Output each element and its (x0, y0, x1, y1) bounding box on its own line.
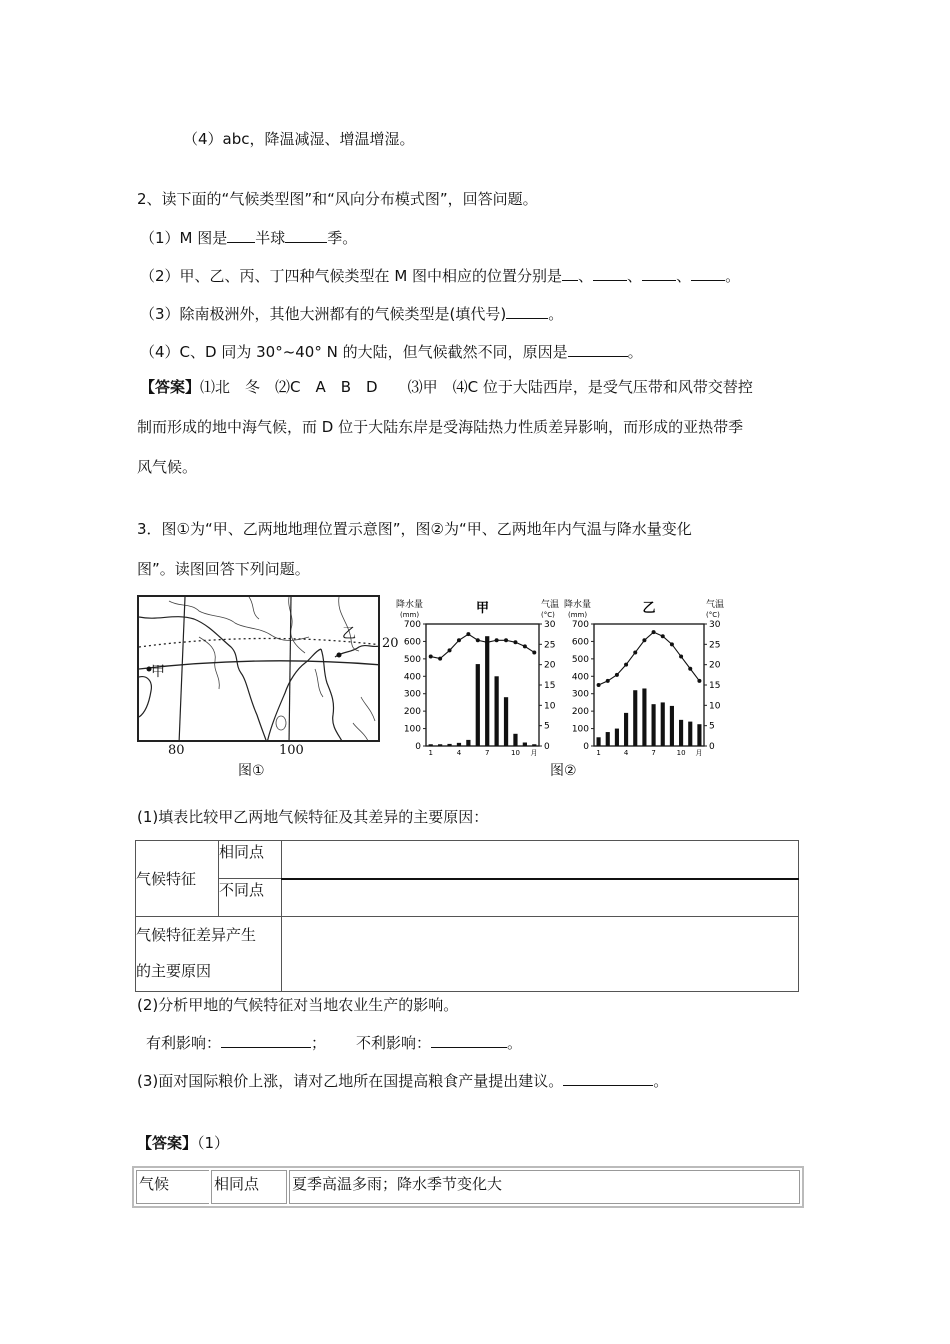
favorable-blank (221, 1033, 311, 1048)
x-tick-label: 7 (651, 749, 656, 756)
y-left-tick-label: 100 (571, 724, 589, 735)
temperature-point (642, 638, 646, 642)
precip-bar (466, 740, 470, 746)
temperature-point (679, 655, 683, 659)
location-marker-yi (337, 653, 342, 658)
precip-bar (476, 664, 480, 746)
y-right-unit: (°C) (706, 611, 720, 619)
y-right-tick-label: 20 (709, 660, 721, 671)
precip-bar (504, 697, 508, 746)
period: 。 (627, 343, 643, 361)
q2-sub3 (140, 303, 563, 324)
precip-bar (606, 732, 610, 746)
precip-bar (688, 722, 692, 746)
separator: 、 (676, 267, 692, 285)
precip-bar (523, 743, 527, 746)
answer-label: 【答案】 (140, 378, 201, 396)
answer-blank (506, 304, 548, 319)
answer-blank (285, 228, 327, 243)
location-map (137, 595, 380, 742)
y-right-tick-label: 15 (709, 681, 721, 691)
y-left-unit: (mm) (568, 611, 588, 619)
temperature-point (476, 638, 480, 642)
temperature-point (466, 632, 470, 636)
temperature-point (697, 679, 701, 683)
reason-answer-cell[interactable] (282, 917, 799, 992)
diff-label-cell (219, 879, 282, 917)
y-right-tick-label: 25 (709, 640, 721, 651)
q2-answer-line2: 制而形成的地中海气候，而 D 位于大陆东岸是受海陆热力性质差异影响，而形成的亚热带季 (137, 418, 744, 436)
temperature-point (615, 673, 619, 677)
q3-stem-line2: 图”。读图回答下列问题。 (137, 560, 310, 578)
q3-sub2-blanks (146, 1032, 522, 1053)
precip-bar (495, 676, 499, 746)
answer-text: ⑴北 冬 ⑵C A B D ⑶甲 ⑷C 位于大陆西岸，是受气压带和风带交替控 (200, 378, 753, 396)
precip-bar (652, 704, 656, 746)
y-right-label: 气温 (541, 600, 560, 610)
longitude-label-100: 100 (279, 743, 304, 758)
longitude-label-80: 80 (168, 743, 185, 758)
q3-answer-heading (137, 1132, 229, 1153)
y-right-tick-label: 30 (544, 620, 556, 630)
x-tick-label: 4 (456, 749, 462, 756)
unfavorable-label: 不利影响： (356, 1034, 432, 1052)
y-left-tick-label: 600 (403, 637, 421, 648)
border-line (249, 597, 259, 619)
precip-bar (457, 743, 461, 746)
answer-part-number: （1） (197, 1134, 230, 1152)
temperature-point (448, 648, 452, 652)
answer-same-label: 相同点 (214, 1175, 260, 1193)
precip-bar (642, 688, 646, 746)
coastline (139, 677, 151, 717)
chart-title: 甲 (475, 601, 490, 616)
precip-bar (532, 744, 536, 746)
answer-table (132, 1166, 804, 1208)
latitude-line (139, 661, 380, 669)
precip-bar (624, 713, 628, 746)
temperature-point (457, 638, 461, 642)
x-tick-label: 1 (428, 749, 433, 756)
y-left-tick-label: 600 (571, 637, 589, 648)
y-left-tick-label: 700 (571, 620, 589, 630)
plot-frame (426, 624, 539, 746)
y-right-tick-label: 10 (709, 701, 721, 712)
y-left-tick-label: 0 (415, 742, 421, 752)
map-label-jia: 甲 (151, 664, 165, 680)
answer-blank (227, 228, 255, 243)
temperature-point (624, 663, 628, 667)
y-left-tick-label: 300 (571, 689, 589, 700)
separator: 、 (578, 267, 594, 285)
precip-bar (447, 744, 451, 746)
comparison-table (135, 840, 799, 992)
map-drawing (139, 597, 380, 742)
temperature-point (438, 657, 442, 661)
y-left-label: 降水量 (564, 600, 592, 610)
climate-feature-cell (136, 841, 219, 917)
unfavorable-blank (431, 1033, 507, 1048)
map-label-yi: 乙 (342, 626, 356, 642)
semicolon: ； (311, 1034, 327, 1052)
suggestion-blank (563, 1071, 653, 1086)
reason-label-line2: 的主要原因 (136, 962, 212, 980)
answer-same-content: 夏季高温多雨；降水季节变化大 (292, 1175, 503, 1193)
temperature-line (599, 632, 700, 685)
q3-sub2: (2)分析甲地的气候特征对当地农业生产的影响。 (137, 996, 459, 1014)
x-tick-label: 月 (695, 749, 703, 756)
favorable-label: 有利影响： (146, 1034, 222, 1052)
y-right-tick-label: 15 (544, 681, 556, 691)
answer-cell-same (211, 1170, 287, 1204)
precip-bar (597, 737, 601, 746)
answer-blank (593, 266, 627, 281)
meridian-100 (289, 597, 291, 742)
border-line (315, 669, 323, 697)
x-tick-label: 1 (596, 749, 601, 756)
diff-label: 不同点 (219, 881, 265, 899)
separator: 、 (627, 267, 643, 285)
same-answer-cell[interactable] (282, 841, 799, 879)
temperature-point (504, 638, 508, 642)
q3-sub1: (1)填表比较甲乙两地气候特征及其差异的主要原因： (137, 808, 489, 826)
answer-climate-label: 气候 (139, 1175, 170, 1193)
precip-bar (679, 720, 683, 746)
y-right-tick-label: 0 (709, 742, 715, 752)
border-line (169, 601, 309, 641)
period: 。 (653, 1072, 669, 1090)
precip-bar (429, 744, 433, 746)
q2-sub3-text: （3）除南极洲外，其他大洲都有的气候类型是(填代号) (140, 305, 507, 323)
answer-blank (562, 266, 578, 281)
q2-sub1 (140, 227, 357, 248)
chart-title: 乙 (642, 601, 656, 616)
y-right-tick-label: 20 (544, 660, 556, 671)
y-right-label: 气温 (706, 600, 725, 610)
x-tick-label: 4 (623, 749, 629, 756)
temperature-point (429, 655, 433, 659)
x-tick-label: 7 (484, 749, 490, 756)
meridian-80 (179, 597, 185, 742)
same-label-cell (219, 841, 282, 879)
island (276, 716, 286, 730)
temperature-point (523, 644, 527, 648)
coastline (321, 649, 343, 742)
island (353, 697, 375, 742)
y-left-tick-label: 400 (403, 672, 421, 683)
x-tick-label: 月 (530, 749, 538, 756)
answer-blank (568, 342, 628, 357)
temperature-point (661, 634, 665, 638)
map-caption: 图① (238, 763, 265, 779)
q2-sub4 (140, 341, 643, 362)
answer-blank (642, 266, 676, 281)
precip-bar (438, 744, 442, 746)
temperature-point (485, 640, 489, 644)
q2-stem: 2、读下面的“气候类型图”和“风向分布模式图”，回答问题。 (137, 190, 538, 208)
y-right-tick-label: 30 (709, 620, 721, 630)
y-left-tick-label: 300 (403, 689, 421, 700)
q2-sub1-text-c: 季。 (327, 229, 358, 247)
chart-caption: 图② (550, 763, 577, 779)
precip-bar (697, 724, 701, 746)
x-tick-label: 10 (510, 749, 520, 756)
precip-bar (670, 706, 674, 746)
y-left-tick-label: 700 (403, 620, 421, 630)
q2-sub2 (140, 265, 740, 286)
answer-blank (691, 266, 725, 281)
temperature-point (532, 650, 536, 654)
precip-bar (661, 702, 665, 746)
temperature-point (633, 650, 637, 654)
same-label: 相同点 (219, 843, 265, 861)
period: 。 (507, 1034, 523, 1052)
y-left-tick-label: 100 (403, 724, 421, 735)
q2-sub4-text: （4）C、D 同为 30°~40° N 的大陆，但气候截然不同，原因是 (140, 343, 568, 361)
y-right-unit: (°C) (541, 611, 555, 619)
temperature-point (688, 667, 692, 671)
q2-sub2-text: （2）甲、乙、丙、丁四种气候类型在 M 图中相应的位置分别是 (140, 267, 563, 285)
y-right-tick-label: 0 (544, 742, 550, 752)
y-left-tick-label: 400 (571, 672, 589, 683)
reason-label-line1: 气候特征差异产生 (136, 926, 257, 944)
diff-answer-cell[interactable] (282, 879, 799, 917)
q1-answer-tail: （4）abc，降温减湿、增温增湿。 (183, 130, 415, 148)
q2-sub1-text-a: （1）M 图是 (140, 229, 228, 247)
precip-bar (485, 636, 489, 746)
climate-chart-jia (392, 596, 567, 756)
q3-sub3-text: (3)面对国际粮价上涨，请对乙地所在国提高粮食产量提出建议。 (137, 1072, 564, 1090)
climate-chart-yi (560, 596, 732, 756)
y-left-unit: (mm) (400, 611, 420, 619)
climate-feature-label: 气候特征 (136, 870, 197, 888)
y-left-tick-label: 200 (571, 707, 589, 718)
plot-frame (594, 624, 704, 746)
coastline (267, 649, 321, 742)
y-right-tick-label: 25 (544, 640, 556, 651)
q3-stem-line1: 3．图①为“甲、乙两地地理位置示意图”，图②为“甲、乙两地年内气温与降水量变化 (137, 520, 692, 538)
precip-bar (615, 729, 619, 746)
temperature-point (606, 679, 610, 683)
temperature-point (652, 630, 656, 634)
temperature-point (495, 638, 499, 642)
q3-sub3 (137, 1070, 668, 1091)
temperature-point (597, 683, 601, 687)
answer-cell-content (289, 1170, 800, 1204)
y-right-tick-label: 5 (709, 721, 715, 732)
reason-label-cell (136, 917, 282, 992)
answer-label: 【答案】 (137, 1134, 198, 1152)
temperature-point (670, 642, 674, 646)
y-left-tick-label: 200 (403, 707, 421, 718)
y-right-tick-label: 5 (544, 721, 550, 732)
q2-sub1-text-b: 半球 (255, 229, 286, 247)
q2-answer-line1 (140, 376, 753, 397)
y-left-tick-label: 0 (583, 742, 589, 752)
temperature-line (431, 634, 535, 658)
precip-bar (513, 734, 517, 746)
y-left-tick-label: 500 (571, 654, 589, 665)
y-left-label: 降水量 (396, 600, 424, 610)
latitude-label: 20 (382, 636, 399, 651)
answer-cell-climate (136, 1170, 209, 1204)
q2-answer-line3: 风气候。 (137, 458, 198, 476)
y-left-tick-label: 500 (403, 654, 421, 665)
period: 。 (725, 267, 741, 285)
x-tick-label: 10 (676, 749, 686, 756)
period: 。 (548, 305, 564, 323)
y-right-tick-label: 10 (544, 701, 556, 712)
precip-bar (633, 690, 637, 746)
temperature-point (513, 640, 517, 644)
